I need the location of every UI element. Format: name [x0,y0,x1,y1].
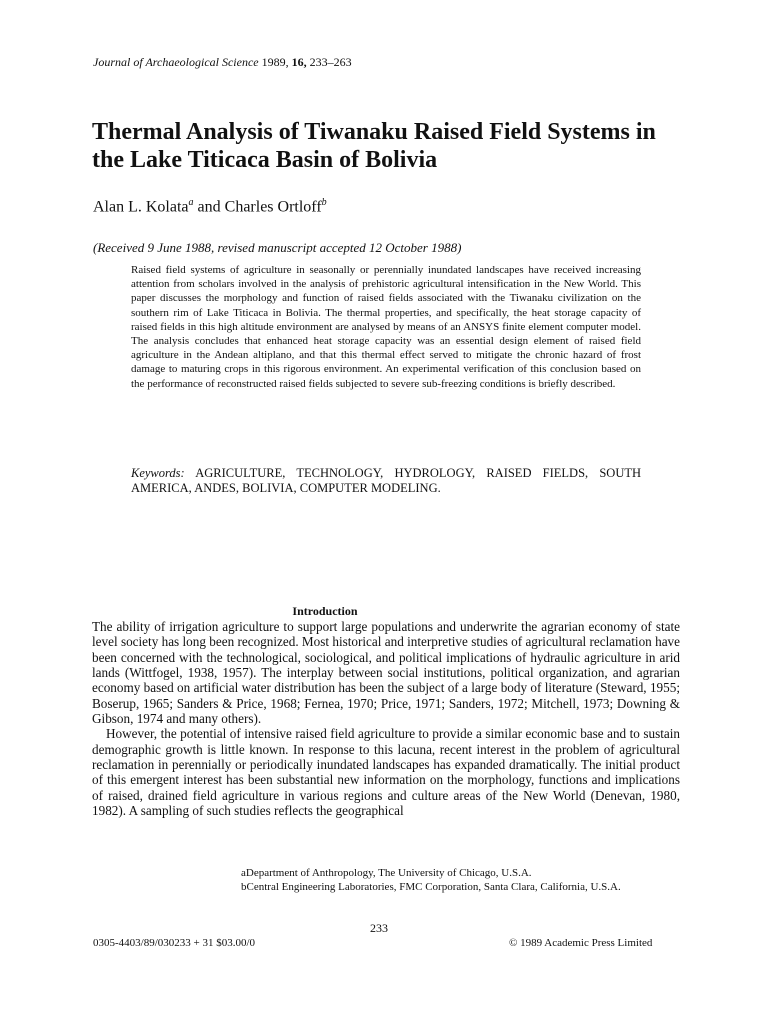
paper-title: Thermal Analysis of Tiwanaku Raised Field Systems in the Lake Titicaca Basin of Bolivia [92,119,656,173]
footnote-b: bCentral Engineering Laboratories, FMC Corporation, Santa Clara, California, U.S.A. [241,880,621,893]
author-ortloff: Charles Ortloff [224,198,322,216]
keywords-text: AGRICULTURE, TECHNOLOGY, HYDROLOGY, RAISED FIELDS, SOUTH AMERICA, ANDES, BOLIVIA, COMPUTER MODELING. [131,466,642,495]
abstract: Raised field systems of agriculture in seasonally or perennially inundated landscapes have received increasing attention from scholars involved in the analysis of prehistoric agricultural intensification in the New World. This paper discusses the morphology and function of raised fields associated with the Tiwanaku civilization on the southern rim of Lake Titicaca in Bolivia. The thermal properties, and specifically, the heat storage capacity of raised fields in this high altitude environment are analysed by means of an ANSYS finite element computer model. The analysis concludes that enhanced heat storage capacity was an essential design element of raised field agriculture in the Andean altiplano, and that this thermal effect served to mitigate the chronic hazard of frost damage to maturing crops in this rigorous environment. An experimental verification of this conclusion based on the performance of reconstructed raised fields subjected to severe sub-freezing conditions is briefly described. [131,264,641,390]
body-text [92,619,680,818]
body-paragraph-2: However, the potential of intensive raised field agriculture to provide a similar economic base and to sustain demographic growth is little known. In response to this lacuna, recent interest in the problem of agricultural reclamation in perennially or periodically inundated landscapes has expanded dramatically. The initial product of this emergent interest has been substantial new information on the morphology, functions and implications of raised, drained field agriculture in various regions and culture areas of the New World (Denevan, 1980, 1982). A sampling of such studies reflects the geographical [92,726,680,819]
journal-pages: 233–263 [309,55,352,69]
body-paragraph-1: The ability of irrigation agriculture to support large populations and underwrite the agrarian economy of state level society has long been recognized. Most historical and interpretive studies of agricultural reclamation have been concerned with the technological, sociological, and political implications of hydraulic agriculture in arid lands (Wittfogel, 1938, 1957). The interplay between social institutions, political organization, and agrarian economy based on artificial water distribution has been the subject of a large body of literature (Steward, 1955; Boserup, 1965; Sanders & Price, 1968; Fernea, 1970; Price, 1971; Sanders, 1972; Mitchell, 1973; Downing & Gibson, 1974 and many others). [92,619,680,727]
footnotes [241,867,681,894]
page-number: 233 [370,921,388,935]
issn-line: 0305-4403/89/030233 + 31 $03.00/0 [93,937,256,949]
journal-name: Journal of Archaeological Science [93,55,259,69]
journal-year: 1989, [261,55,289,69]
author-line [93,197,327,216]
keywords-label: Keywords: [131,466,185,480]
journal-volume: 16, [291,55,307,69]
author-kolata: Alan L. Kolata [93,198,189,216]
journal-citation [93,55,352,70]
received-dates: (Received 9 June 1988, revised manuscript accepted 12 October 1988) [93,240,462,255]
copyright-line: © 1989 Academic Press Limited [509,937,653,949]
section-heading-introduction: Introduction [292,604,358,618]
affiliation-mark-a: a [188,197,194,208]
footnote-a: aDepartment of Anthropology, The University of Chicago, U.S.A. [241,867,532,879]
keywords [131,466,641,496]
affiliation-mark-b: b [321,197,327,208]
author-connector: and [197,198,221,216]
